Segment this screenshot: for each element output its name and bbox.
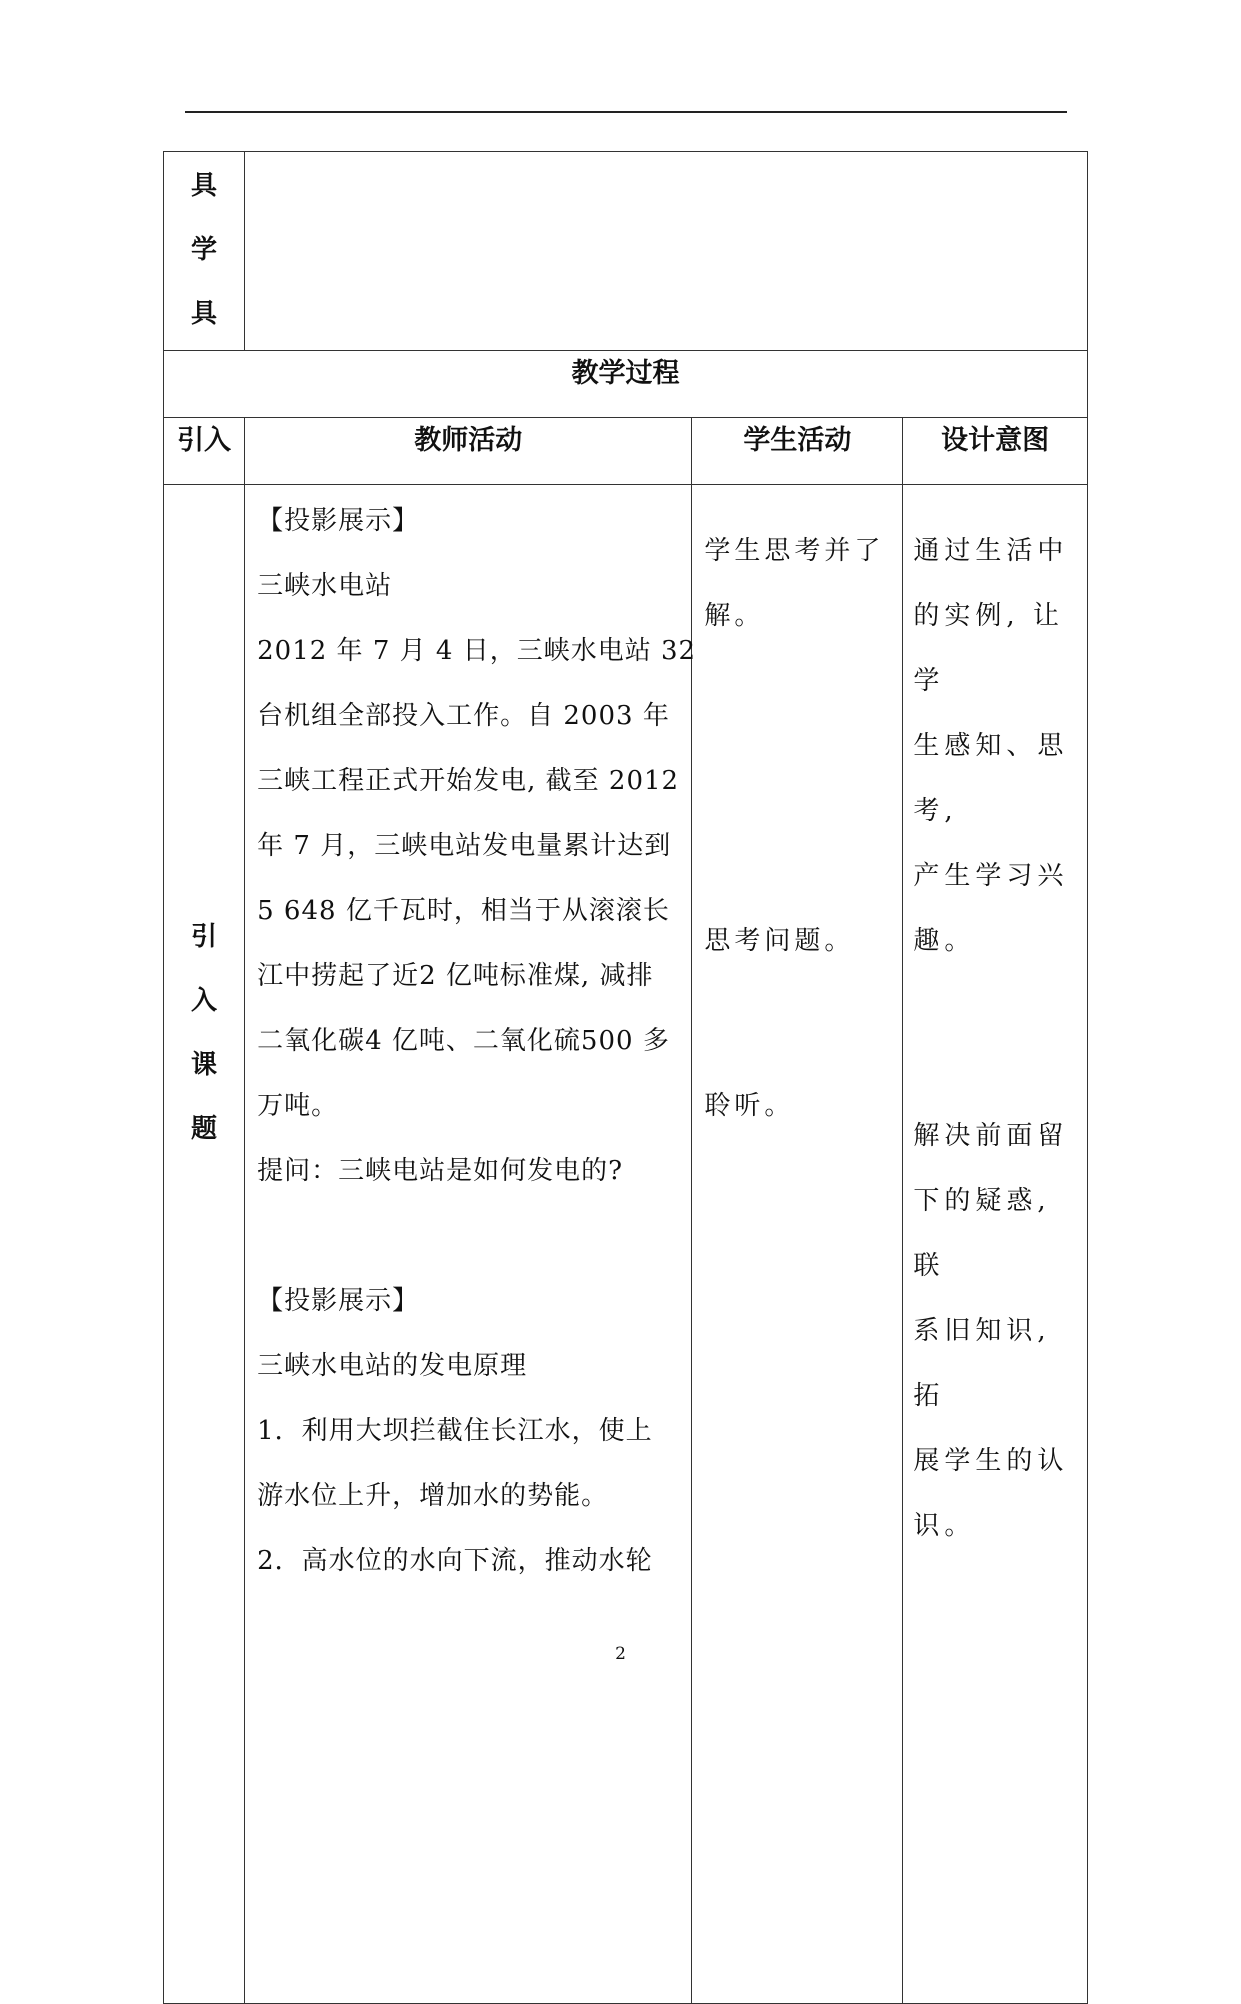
student-line-blank <box>704 974 896 1039</box>
teacher-line: 提问：三峡电站是如何发电的? <box>257 1156 624 1186</box>
header-design: 设计意图 <box>903 418 1088 485</box>
student-line-blank <box>704 844 896 909</box>
stage-label-char: 课 <box>191 1050 218 1080</box>
tools-label-char: 具 <box>191 171 218 201</box>
stage-label-char: 题 <box>191 1114 218 1144</box>
tools-label-char: 学 <box>191 235 218 265</box>
teacher-line: 台机组全部投入工作。自 2003 年 <box>257 701 670 731</box>
lesson-table <box>163 151 1088 2004</box>
tools-label-cell <box>164 152 245 351</box>
student-line: 学生思考并了 <box>704 536 885 566</box>
student-activity-cell <box>692 485 903 2004</box>
student-line: 思考问题。 <box>704 926 855 956</box>
design-line-blank <box>913 1039 1081 1104</box>
stage-label-cell <box>164 485 245 2004</box>
student-line-blank <box>704 1039 896 1074</box>
teacher-line-blank <box>257 1204 691 1269</box>
teacher-line: 万吨。 <box>257 1091 339 1121</box>
page-number: 2 <box>615 1644 626 1664</box>
header-teacher: 教师活动 <box>245 418 692 485</box>
design-line: 识。 <box>913 1511 976 1541</box>
header-student: 学生活动 <box>692 418 903 485</box>
design-line: 趣。 <box>913 926 976 956</box>
teacher-line: 【投影展示】 <box>257 1286 420 1316</box>
intro-row <box>164 485 1088 2004</box>
tools-label-char: 具 <box>191 299 218 329</box>
tools-row <box>164 152 1088 351</box>
tools-content-cell <box>245 152 1088 351</box>
header-stage: 引入 <box>164 418 245 485</box>
header-rule <box>185 111 1067 113</box>
design-intent-cell <box>903 485 1088 2004</box>
design-line: 生感知、思考, <box>913 731 1069 826</box>
stage-label-char: 入 <box>191 986 218 1016</box>
teacher-activity-cell <box>245 485 697 2004</box>
design-line: 解决前面留 <box>913 1121 1069 1151</box>
student-line-blank <box>704 714 896 779</box>
teacher-line: 2．高水位的水向下流，推动水轮 <box>257 1546 653 1576</box>
student-line: 解。 <box>704 601 765 631</box>
column-header-row <box>164 418 1088 485</box>
student-line-blank <box>704 779 896 844</box>
stage-label-char: 引 <box>191 922 218 952</box>
teacher-line: 年 7 月，三峡电站发电量累计达到 <box>257 831 672 861</box>
design-line: 通过生活中 <box>913 536 1069 566</box>
design-line-blank <box>913 974 1081 1039</box>
teacher-line: 游水位上升，增加水的势能。 <box>257 1481 609 1511</box>
design-line: 展学生的认 <box>913 1446 1069 1476</box>
teacher-line: 二氧化碳4 亿吨、二氧化硫500 多 <box>257 1026 670 1056</box>
teacher-line: 三峡水电站的发电原理 <box>257 1351 528 1381</box>
process-title-row <box>164 351 1088 418</box>
teacher-line: 5 648 亿千瓦时，相当于从滚滚长 <box>257 896 670 926</box>
design-line: 的实例, 让学 <box>913 601 1064 696</box>
design-line: 下的疑惑, 联 <box>913 1186 1051 1281</box>
student-line-blank <box>704 649 896 714</box>
teacher-line: 1．利用大坝拦截住长江水，使上 <box>257 1416 653 1446</box>
teacher-line: 2012 年 7 月 4 日，三峡水电站 32 <box>257 636 697 666</box>
design-line: 产生学习兴 <box>913 861 1069 891</box>
teacher-line: 【投影展示】 <box>257 506 420 536</box>
teacher-line: 三峡水电站 <box>257 571 393 601</box>
teacher-line: 江中捞起了近2 亿吨标准煤, 减排 <box>257 961 654 991</box>
process-title: 教学过程 <box>164 351 1088 418</box>
design-line: 系旧知识, 拓 <box>913 1316 1051 1411</box>
student-line: 聆听。 <box>704 1091 795 1121</box>
teacher-line: 三峡工程正式开始发电, 截至 2012 <box>257 766 680 796</box>
